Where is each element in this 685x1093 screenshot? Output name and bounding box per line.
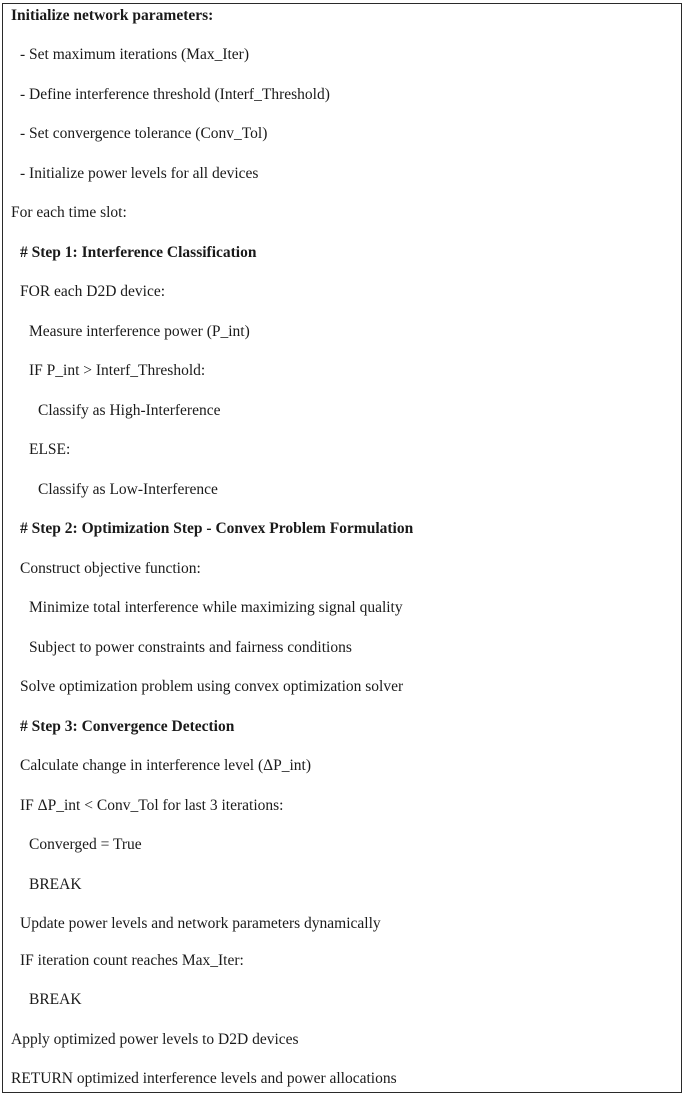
algo-line: Measure interference power (P_int)	[29, 323, 250, 340]
algo-line: Classify as Low-Interference	[38, 481, 218, 498]
algo-line: IF iteration count reaches Max_Iter:	[20, 952, 244, 969]
algo-line: Converged = True	[29, 836, 142, 853]
algo-line: Calculate change in interference level (ΔP_int)	[20, 757, 311, 774]
algo-section-heading: # Step 1: Interference Classification	[20, 244, 257, 261]
algo-section-heading: # Step 3: Convergence Detection	[20, 718, 235, 735]
algo-line: ELSE:	[29, 441, 71, 458]
algo-line: Construct objective function:	[20, 560, 201, 577]
algo-line: FOR each D2D device:	[20, 283, 166, 300]
algo-section-heading: # Step 2: Optimization Step - Convex Problem Formulation	[20, 520, 414, 537]
algo-line: Initialize network parameters:	[11, 7, 214, 24]
algo-line: RETURN optimized interference levels and power allocations	[11, 1070, 397, 1087]
algo-line: - Define interference threshold (Interf_Threshold)	[20, 86, 330, 103]
algo-line: Subject to power constraints and fairness conditions	[29, 639, 352, 656]
algo-line: IF ΔP_int < Conv_Tol for last 3 iterations:	[20, 797, 284, 814]
algo-line: BREAK	[29, 991, 82, 1008]
algo-line: Apply optimized power levels to D2D devices	[11, 1031, 299, 1048]
algo-line: IF P_int > Interf_Threshold:	[29, 362, 206, 379]
algo-line: For each time slot:	[11, 204, 127, 221]
algo-line: - Set convergence tolerance (Conv_Tol)	[20, 125, 268, 142]
algo-line: BREAK	[29, 876, 82, 893]
algo-line: Solve optimization problem using convex optimization solver	[20, 678, 404, 695]
algo-line: Minimize total interference while maximizing signal quality	[29, 599, 403, 616]
algo-line: Classify as High-Interference	[38, 402, 221, 419]
algorithm-box	[2, 3, 682, 1093]
algo-line: - Initialize power levels for all devices	[20, 165, 259, 182]
algo-line: - Set maximum iterations (Max_Iter)	[20, 46, 249, 63]
algo-line: Update power levels and network parameters dynamically	[20, 915, 381, 932]
